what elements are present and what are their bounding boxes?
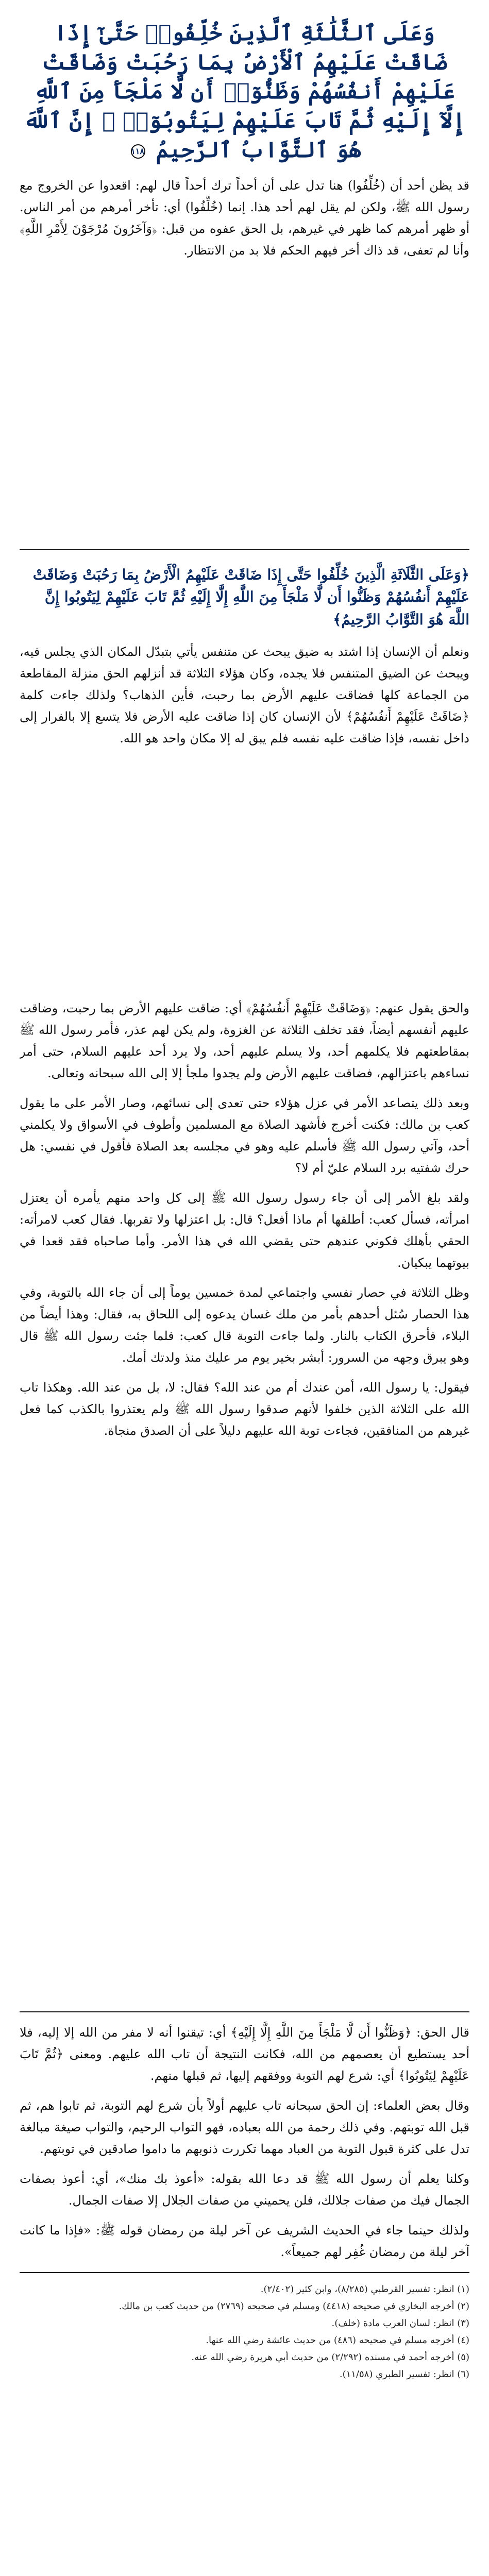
- footnote-3: (٣) انظر: لسان العرب مادة (خلف).: [331, 2318, 469, 2329]
- paragraph: ولقد بلغ الأمر إلى أن جاء رسول رسول الله ﷺ إلى كل واحد منهم يأمره أن يعتزل امرأته، فسأل كعب: أطلقها أم ماذا أفعل؟ قال: بل اعتزلها ولا تقربها. فقال كعب لامرأته: الحقي بأهلك فكوني عندهم حتى يقضي الله في هذا الأمر. وأما صاحباه فقد قعدا في بيوتهما يبكيان.: [20, 1191, 469, 1270]
- footnote-5: (٥) أخرجه أحمد في مسنده (٢/٢٩٢) من حديث أبي هريرة رضي الله عنه.: [191, 2352, 469, 2363]
- section-top: [20, 14, 469, 540]
- paragraph: والحق يقول عنهم: ﴿وَضَاقَتْ عَلَيْهِمْ أَنفُسُهُمْ﴾ أي: ضاقت عليهم الأرض بما رحبت، وضاقت عليهم أنفسهم أيضاً، فقد تخلف الثلاثة عن الغزوة، ولم يكن لهم عذر، فأمر رسول الله ﷺ بمقاطعتهم فلا يكلمهم أحد، ولا يسلم عليهم أحد، ولا يرد أحد عليهم السلام، حتى أمر نساءهم باعتزالهم، فضاقت عليهم الأرض ولم يجدوا ملجأ إلا إلى الله سبحانه وتعالى.: [20, 1001, 469, 1080]
- footnote-6: (٦) انظر: تفسير الطبري (١١/٥٨).: [339, 2369, 469, 2380]
- section-verse-repeat: [20, 560, 469, 997]
- footnote-4: (٤) أخرجه مسلم في صحيحه (٤٨٦) من حديث عائشة رضي الله عنها.: [206, 2335, 469, 2346]
- top-verse-text: وَعَلَى ٱلثَّلَٰثَةِ ٱلَّذِينَ خُلِّفُوا۟ حَتَّىٰٓ إِذَا ضَاقَتْ عَلَيْهِمُ ٱلْأَرْضُ بِمَا رَحُبَتْ وَضَاقَتْ عَلَيْهِمْ أَنفُسُهُمْ وَظَنُّوٓا۟ أَن لَّا مَلْجَأَ مِنَ ٱللَّهِ إِلَّآ إِلَيْهِ ثُمَّ تَابَ عَلَيْهِمْ لِيَتُوبُوٓا۟ ۚ إِنَّ ٱللَّهَ هُوَ ٱلتَّوَّابُ ٱلرَّحِيمُ: [23, 20, 466, 162]
- paragraph: ونعلم أن الإنسان إذا اشتد به ضيق يبحث عن متنفس يأتي بتبدّل المكان الذي يجلس فيه، ويبحث عن الضيق المتنفس فلا يجده، وكان هؤلاء الثلاثة قد أنزلهم الحق منزلة المقاطعة من الجماعة كلها فضاقت عليهم الأرض بما رحبت، فأين الذهاب؟ ولذلك جاءت كلمة ﴿ضَاقَتْ عَلَيْهِمْ أَنفُسُهُمْ﴾ لأن الإنسان كان إذا ضاقت عليه الأرض فلا يتسع إلا بالفرار إلى داخل نفسه، فإذا ضاقت عليه نفسه فلم يبق له إلا مكان واحد هو الله.: [20, 645, 469, 746]
- divider: [20, 2272, 469, 2273]
- paragraph: ولذلك حينما جاء في الحديث الشريف عن آخر ليلة من رمضان قوله ﷺ: «فإذا ما كانت آخر ليلة من رمضان غُفِر لهم جميعاً».: [20, 2223, 469, 2259]
- paragraph: فيقول: يا رسول الله، أمن عندك أم من عند الله؟ فقال: لا، بل من عند الله. وهكذا تاب الله على الثلاثة الذين خلفوا لأنهم صدقوا رسول الله ﷺ ولم يعتذروا بالكذب كما فعل غيرهم من المنافقين، فجاءت توبة الله عليهم دليلاً على أن الصدق منجاة.: [20, 1380, 469, 1438]
- verse-number-icon: ١١٨: [131, 144, 145, 159]
- paragraph: وظل الثلاثة في حصار نفسي واجتماعي لمدة خمسين يوماً إلى أن جاء الله بالتوبة، وفي هذا الحصار سُئل أحدهم بأمر من ملك غسان يدعوه إلى اللحاق به، فقال: وهذا أيضاً من البلاء، فأحرق الكتاب بالنار. ولما جاءت التوبة قال كعب: فلما جئت رسول الله ﷺ قال وهو يبرق وجهه من السرور: أبشر بخير يوم مر عليك منذ ولدتك أمك.: [20, 1285, 469, 1365]
- divider: [20, 549, 469, 550]
- top-verse: [20, 19, 469, 164]
- section-explanation: [20, 2022, 469, 2576]
- paragraph: وقال بعض العلماء: إن الحق سبحانه تاب عليهم أولاً بأن شرع لهم التوبة، ثم تابوا هم، ثم قبل الله توبتهم. وفي ذلك رحمة من الله بعباده، فهو التواب الرحيم، والتواب صيغة مبالغة تدل على كثرة قبول التوبة من العباد مهما تكررت ذنوبهم ما داموا صادقين في توبتهم.: [20, 2098, 469, 2156]
- footnotes: [20, 2282, 469, 2381]
- paragraph: قال الحق: ﴿وَظَنُّوا أَن لَّا مَلْجَأَ مِنَ اللَّهِ إِلَّا إِلَيْهِ﴾ أي: تيقنوا أنه لا مفر من الله إلا إليه، فلا أحد يستطيع أن يعصمهم من الله، فكانت النتيجة أن تاب الله عليهم. ومعنى ﴿ثُمَّ تَابَ عَلَيْهِمْ لِيَتُوبُوا﴾ أي: شرع لهم التوبة ووفقهم إليها، ثم قبلها منهم.: [20, 2025, 469, 2083]
- divider: [20, 2011, 469, 2012]
- quoted-verse: [20, 564, 469, 631]
- paragraph: وكلنا يعلم أن رسول الله ﷺ قد دعا الله بقوله: «أعوذ بك منك»، أي: أعوذ بصفات الجمال فيك من صفات جلالك، فلن يحميني من صفات الجلال إلا صفات الجمال.: [20, 2172, 469, 2208]
- paragraph: وبعد ذلك يتصاعد الأمر في عزل هؤلاء حتى تعدى إلى نسائهم، وصار الأمر على ما يقول كعب بن مالك: فكنت أخرج فأشهد الصلاة مع المسلمين وأطوف في الأسواق ولا يكلمني أحد، وآتي رسول الله ﷺ فأسلم عليه وهو في مجلسه بعد الصلاة فأقول في نفسي: هل حرك شفتيه برد السلام عليّ أم لا؟: [20, 1096, 469, 1175]
- footnote-2: (٢) أخرجه البخاري في صحيحه (٤٤١٨) ومسلم في صحيحه (٢٧٦٩) من حديث كعب بن مالك.: [119, 2301, 469, 2312]
- paragraph: قد يظن أحد أن (خُلِّفُوا) هنا تدل على أن أحداً ترك أحداً قال لهم: اقعدوا عن الخروج مع رسول الله ﷺ، ولكن لم يقل لهم أحد هذا. إنما (خُلِّفُوا) أي: تأخر أمرهم من أمر الناس. أو ظهر أمرهم كما ظهر في غيرهم، بل الحق عفوه من قبل: ﴿وَآخَرُونَ مُرْجَوْنَ لِأَمْرِ اللَّهِ﴾ وأنا لم تعفى، قد ذاك أخر فيهم الحكم فلا بد من الانتظار.: [20, 178, 469, 258]
- section-main: [20, 997, 469, 2002]
- quoted-verse-text: ﴿وَعَلَى الثَّلَاثَةِ الَّذِينَ خُلِّفُوا حَتَّى إِذَا ضَاقَتْ عَلَيْهِمُ الْأَرْضُ بِمَا رَحُبَتْ وَضَاقَتْ عَلَيْهِمْ أَنفُسُهُمْ وَظَنُّوا أَن لَّا مَلْجَأَ مِنَ اللَّهِ إِلَّا إِلَيْهِ ثُمَّ تَابَ عَلَيْهِمْ لِيَتُوبُوا إِنَّ اللَّهَ هُوَ التَّوَّابُ الرَّحِيمُ﴾: [32, 566, 469, 628]
- footnote-1: (١) انظر: تفسير القرطبي (٨/٢٨٥)، وابن كثير (٢/٤٠٢).: [260, 2284, 469, 2295]
